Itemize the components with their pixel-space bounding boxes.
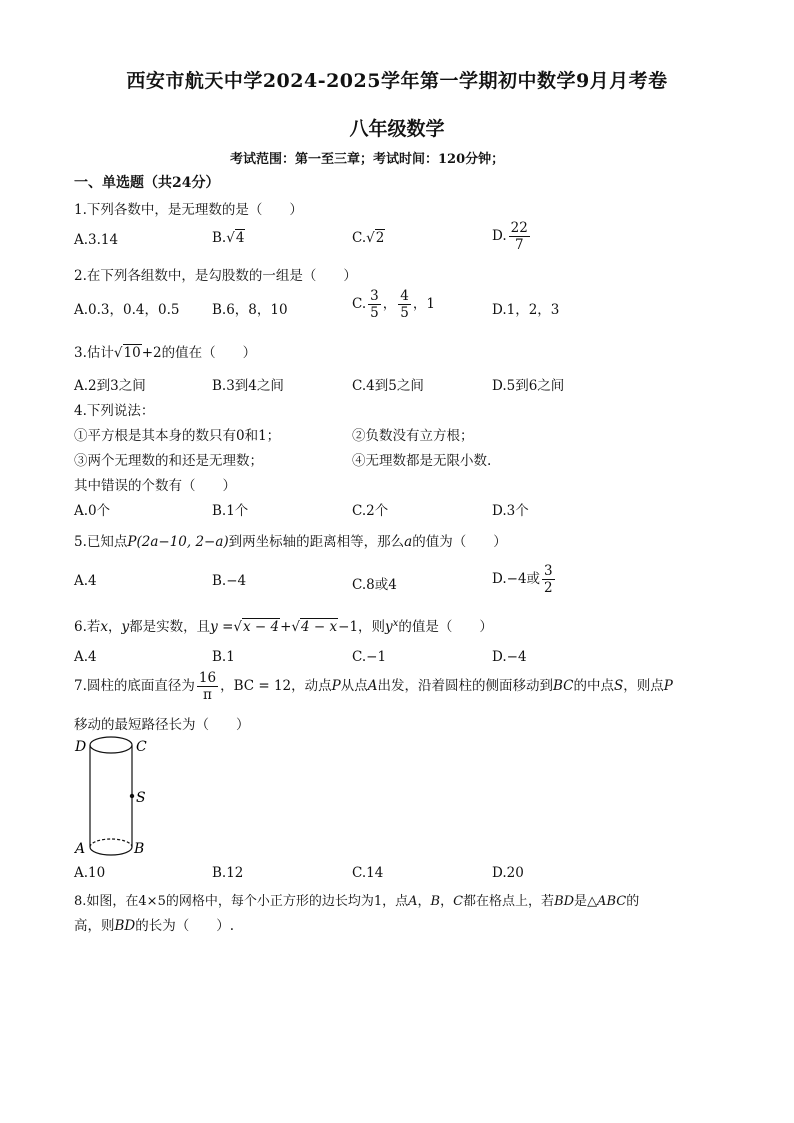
q4-option-a: A.0个 bbox=[74, 503, 111, 519]
q3-stem: 3.估计√10+2的值在（ ） bbox=[74, 345, 257, 361]
q6-stem: 6.若x，y都是实数，且y =√x − 4+√4 − x−1，则$y^x$的值是（ ） bbox=[74, 617, 493, 635]
q4-option-d: D.3个 bbox=[492, 503, 529, 519]
q3-option-d: D.5到6之间 bbox=[492, 378, 565, 394]
cylinder-bottom-back-arc bbox=[90, 839, 132, 847]
label-a: A bbox=[75, 841, 86, 857]
q3-option-c: C.4到5之间 bbox=[352, 378, 424, 394]
q6-option-a: A.4 bbox=[74, 649, 97, 665]
q4-statement-2: ②负数没有立方根； bbox=[352, 428, 474, 444]
q2-option-a: A.0.3，0.4，0.5 bbox=[74, 302, 180, 318]
q2-option-c: C. $\frac{3}{5}$ ， $\frac{4}{5}$ ，1 bbox=[352, 288, 435, 321]
q4-option-c: C.2个 bbox=[352, 503, 389, 519]
q5-option-b: B.−4 bbox=[212, 573, 247, 589]
exam-subtitle: 八年级数学 bbox=[349, 118, 445, 140]
q8-stem-line1: 8.如图，在4×5的网格中，每个小正方形的边长均为1，点A，B，C都在格点上，若BD是△ABC的 bbox=[74, 894, 640, 909]
q4-statement-4: ④无理数都是无限小数. bbox=[352, 453, 492, 469]
q1-option-d: D. $\frac{22}{7}$ bbox=[492, 220, 528, 253]
exam-info: 考试范围：第一至三章；考试时间：120分钟； bbox=[230, 152, 505, 167]
q6-option-c: C.−1 bbox=[352, 649, 387, 665]
q6-option-d: D.−4 bbox=[492, 649, 527, 665]
q8-stem-line2: 高，则BD的长为（ ）. bbox=[74, 918, 235, 934]
cylinder-bottom-front-arc bbox=[90, 847, 132, 855]
q7-stem-line2: 移动的最短路径长为（ ） bbox=[74, 717, 250, 733]
q1-option-b: B.√4 bbox=[212, 230, 245, 246]
q1-option-a: A.3.14 bbox=[74, 232, 119, 248]
q5-option-c: C.8或4 bbox=[352, 577, 397, 593]
q4-option-b: B.1个 bbox=[212, 503, 249, 519]
cylinder-top-ellipse bbox=[90, 737, 132, 753]
q2-stem: 2.在下列各组数中，是勾股数的一组是（ ） bbox=[74, 268, 357, 284]
q7-option-d: D.20 bbox=[492, 865, 524, 881]
label-c: C bbox=[136, 739, 147, 755]
section-title: 一、单选题（共24分） bbox=[74, 175, 220, 191]
label-b: B bbox=[134, 841, 145, 857]
q3-option-b: B.3到4之间 bbox=[212, 378, 284, 394]
q7-option-c: C.14 bbox=[352, 865, 384, 881]
q4-ask: 其中错误的个数有（ ） bbox=[74, 478, 236, 494]
q2-option-b: B.6，8，10 bbox=[212, 302, 288, 318]
label-s: S bbox=[136, 790, 146, 806]
q7-option-a: A.10 bbox=[74, 865, 106, 881]
q7-stem: 7.圆柱的底面直径为 $\frac{16}{\pi}$ ，BC = 12，动点P从点A出发，沿着圆柱的侧面移动到BC的中点S，则点P bbox=[74, 670, 673, 703]
q1-stem: 1.下列各数中，是无理数的是（ ） bbox=[74, 202, 303, 218]
q6-option-b: B.1 bbox=[212, 649, 235, 665]
q1-option-c: C.√2 bbox=[352, 230, 385, 246]
point-s-dot bbox=[130, 794, 134, 798]
cylinder-figure bbox=[70, 732, 160, 862]
q4-statement-1: ①平方根是其本身的数只有0和1； bbox=[74, 428, 281, 444]
q2-option-d: D.1，2，3 bbox=[492, 302, 560, 318]
q3-option-a: A.2到3之间 bbox=[74, 378, 146, 394]
q4-statement-3: ③两个无理数的和还是无理数； bbox=[74, 453, 263, 469]
q4-stem: 4.下列说法： bbox=[74, 403, 155, 419]
q5-option-a: A.4 bbox=[74, 573, 97, 589]
q5-stem: 5.已知点P(2a−10, 2−a)到两坐标轴的距离相等，那么a的值为（ ） bbox=[74, 534, 507, 550]
q7-option-b: B.12 bbox=[212, 865, 244, 881]
label-d: D bbox=[75, 739, 87, 755]
q5-option-d: D.−4或 $\frac{3}{2}$ bbox=[492, 563, 553, 596]
exam-title: 西安市航天中学2024-2025学年第一学期初中数学9月月考卷 bbox=[126, 70, 668, 92]
